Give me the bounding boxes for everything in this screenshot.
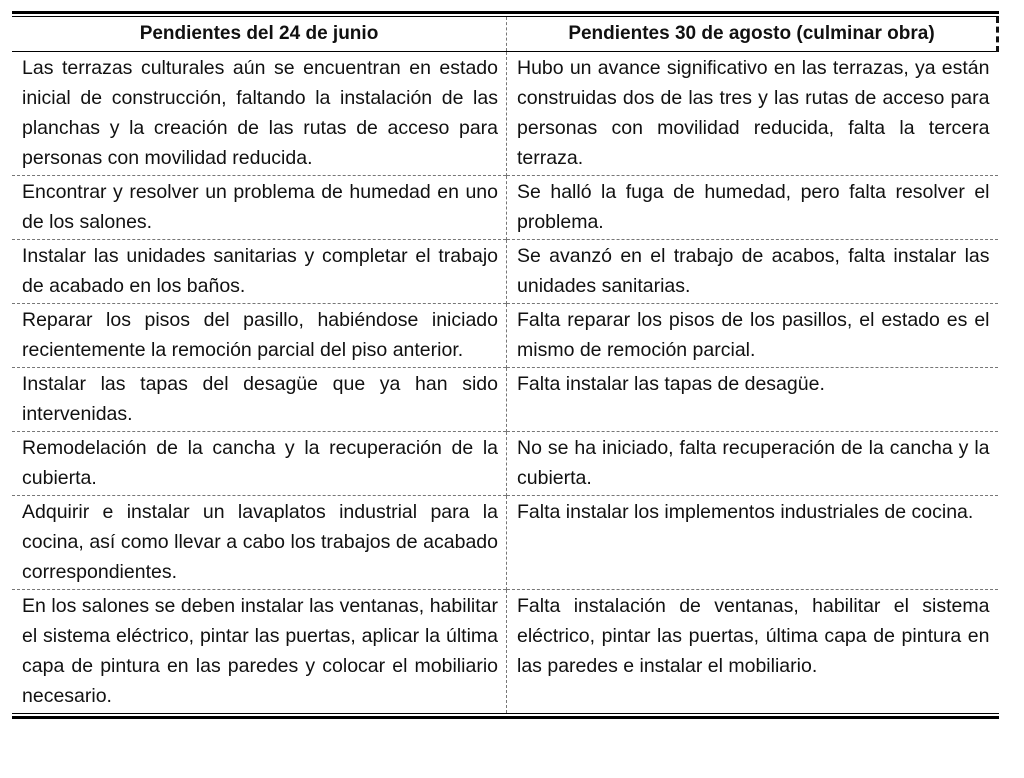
table-row — [12, 176, 998, 240]
cell-august: Se avanzó en el trabajo de acabos, falta instalar las unidades sanitarias. — [507, 240, 998, 304]
table-row — [12, 304, 998, 368]
table-row — [12, 240, 998, 304]
comparison-table-wrapper — [12, 11, 999, 719]
table-row — [12, 52, 998, 176]
table-row — [12, 368, 998, 432]
cell-june: Las terrazas culturales aún se encuentran en estado inicial de construcción, faltando la instalación de las planchas y la creación de las rutas de acceso para personas con movilidad reducida. — [12, 52, 507, 176]
cell-august: Falta instalación de ventanas, habilitar el sistema eléctrico, pintar las puertas, última capa de pintura en las paredes e instalar el mobiliario. — [507, 590, 998, 714]
cell-august: Falta reparar los pisos de los pasillos, el estado es el mismo de remoción parcial. — [507, 304, 998, 368]
bottom-thick-rule — [12, 716, 999, 719]
pending-items-table — [12, 17, 999, 713]
cell-june: En los salones se deben instalar las ventanas, habilitar el sistema eléctrico, pintar las puertas, aplicar la última capa de pintura en las paredes y colocar el mobiliario necesario. — [12, 590, 507, 714]
cell-august: Falta instalar los implementos industriales de cocina. — [507, 496, 998, 590]
cell-august: Se halló la fuga de humedad, pero falta resolver el problema. — [507, 176, 998, 240]
header-august: Pendientes 30 de agosto (culminar obra) — [507, 17, 998, 52]
cell-june: Encontrar y resolver un problema de humedad en uno de los salones. — [12, 176, 507, 240]
cell-august: Falta instalar las tapas de desagüe. — [507, 368, 998, 432]
cell-august: Hubo un avance significativo en las terrazas, ya están construidas dos de las tres y las rutas de acceso para personas con movilidad reducida, falta la tercera terraza. — [517, 57, 990, 169]
cell-june: Instalar las tapas del desagüe que ya han sido intervenidas. — [12, 368, 507, 432]
table-row — [12, 496, 998, 590]
header-june: Pendientes del 24 de junio — [12, 17, 507, 52]
cell-june: Instalar las unidades sanitarias y completar el trabajo de acabado en los baños. — [12, 240, 507, 304]
cell-august: No se ha iniciado, falta recuperación de la cancha y la cubierta. — [507, 432, 998, 496]
table-row — [12, 432, 998, 496]
cell-june: Remodelación de la cancha y la recuperación de la cubierta. — [12, 432, 507, 496]
table-row — [12, 590, 998, 714]
cell-june: Reparar los pisos del pasillo, habiéndose iniciado recientemente la remoción parcial del piso anterior. — [12, 304, 507, 368]
header-row — [12, 17, 998, 52]
cell-june: Adquirir e instalar un lavaplatos industrial para la cocina, así como llevar a cabo los trabajos de acabado correspondientes. — [12, 496, 507, 590]
